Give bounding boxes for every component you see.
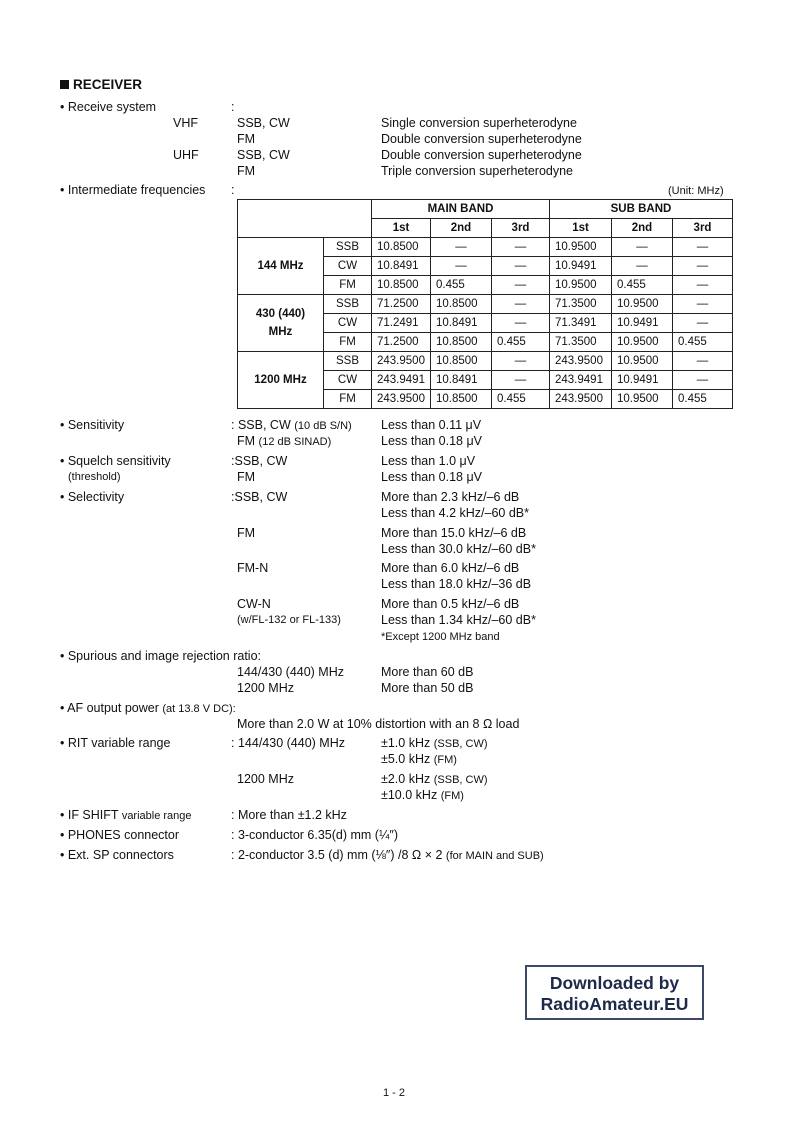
squelch-sublabel: (threshold) (68, 471, 121, 483)
value-cell: 0.455 (612, 276, 673, 295)
value-cell: 0.455 (431, 276, 492, 295)
spurious-value: More than 60 dB (381, 665, 474, 679)
main-band-header: MAIN BAND (372, 200, 550, 219)
section-title-text: RECEIVER (73, 77, 143, 92)
mode-cell: FM (324, 276, 372, 295)
squelch-colon: : (231, 454, 235, 468)
value-cell: 243.9491 (372, 371, 431, 390)
receive-system-label: • Receive system (60, 100, 157, 114)
spurious-band: 144/430 (440) MHz (237, 665, 345, 679)
rit-band: 144/430 (440) MHz (237, 736, 345, 750)
col-header: 3rd (492, 219, 550, 238)
value-cell: 10.8500 (431, 352, 492, 371)
selectivity-value: More than 2.3 kHz/–6 dB (381, 490, 520, 504)
mode-cell: CW (324, 257, 372, 276)
selectivity-note: (w/FL-132 or FL-133) (237, 614, 341, 626)
ext-sp-label: • Ext. SP connectors (60, 848, 174, 862)
value-cell: — (431, 257, 492, 276)
receive-desc: Triple conversion superheterodyne (381, 164, 574, 178)
sensitivity-value: Less than 0.11 μV (381, 418, 482, 432)
value-cell: — (492, 276, 550, 295)
rit-value: ±2.0 kHz (381, 772, 431, 786)
if-colon: : (231, 183, 235, 197)
page-number: 1 - 2 (383, 1087, 406, 1099)
value-cell: — (673, 371, 733, 390)
selectivity-value: Less than 18.0 kHz/–36 dB (381, 577, 532, 591)
receive-desc: Double conversion superheterodyne (381, 148, 582, 162)
ext-sp-note: (for MAIN and SUB) (445, 850, 544, 862)
value-cell: 10.8500 (372, 238, 431, 257)
squelch-value: Less than 0.18 μV (381, 470, 483, 484)
af-output-label-line (60, 701, 236, 717)
value-cell: — (673, 295, 733, 314)
selectivity-mode: FM (237, 526, 256, 540)
value-cell: 10.9500 (612, 390, 673, 409)
sensitivity-value: Less than 0.18 μV (381, 434, 483, 448)
mode-cell: CW (324, 314, 372, 333)
af-output-note: (at 13.8 V DC): (162, 703, 236, 715)
phones-value: : 3-conductor 6.35(d) mm (¼″) (231, 828, 398, 842)
value-cell: 10.8500 (431, 295, 492, 314)
receive-band: UHF (173, 148, 199, 162)
badge-line1: Downloaded by (549, 973, 680, 993)
if-table-corner (238, 200, 372, 238)
value-cell: — (673, 314, 733, 333)
selectivity-label: • Selectivity (60, 490, 125, 504)
rit-value: ±10.0 kHz (381, 788, 438, 802)
band-cell: 1200 MHz (238, 352, 324, 409)
value-cell: 71.2491 (372, 314, 431, 333)
spurious-band: 1200 MHz (237, 681, 294, 695)
band-cell: 430 (440) MHz (238, 295, 324, 352)
selectivity-mode: CW-N (237, 597, 271, 611)
col-header: 2nd (431, 219, 492, 238)
mode-cell: SSB (324, 238, 372, 257)
value-cell: — (492, 257, 550, 276)
squelch-mode: SSB, CW (234, 454, 288, 468)
section-title (60, 77, 142, 92)
if-unit: (Unit: MHz) (668, 185, 724, 197)
mode-cell: FM (324, 333, 372, 352)
selectivity-value: More than 0.5 kHz/–6 dB (381, 597, 520, 611)
col-header: 1st (550, 219, 612, 238)
rit-value-note: (FM) (433, 754, 457, 766)
squelch-mode: FM (237, 470, 256, 484)
value-cell: 10.9491 (612, 371, 673, 390)
value-cell: 71.3491 (550, 314, 612, 333)
value-cell: 10.9500 (612, 295, 673, 314)
sub-band-header: SUB BAND (550, 200, 733, 219)
col-header: 2nd (612, 219, 673, 238)
value-cell: — (673, 257, 733, 276)
value-cell: 10.9500 (550, 238, 612, 257)
value-cell: 10.8491 (431, 371, 492, 390)
table-row (238, 352, 733, 371)
value-cell: — (431, 238, 492, 257)
rit-value-note: (FM) (440, 790, 464, 802)
ext-sp-value: : 2-conductor 3.5 (d) mm (⅛″) /8 Ω × 2 (231, 848, 443, 862)
value-cell: 10.8500 (372, 276, 431, 295)
receive-desc: Double conversion superheterodyne (381, 132, 582, 146)
selectivity-value: More than 6.0 kHz/–6 dB (381, 561, 520, 575)
squelch-line1 (231, 454, 287, 469)
if-shift-label: • IF SHIFT (60, 808, 119, 822)
rit-value-line (381, 736, 488, 752)
if-shift-value: : More than ±1.2 kHz (231, 808, 347, 822)
rit-value-note: (SSB, CW) (433, 738, 488, 750)
receive-mode: SSB, CW (237, 116, 290, 130)
squelch-label: • Squelch sensitivity (60, 454, 171, 468)
download-badge (525, 965, 704, 1020)
sensitivity-colon: : (231, 418, 235, 432)
value-cell: — (492, 352, 550, 371)
value-cell: — (612, 238, 673, 257)
spurious-label: • Spurious and image rejection ratio: (60, 649, 262, 663)
selectivity-value: Less than 4.2 kHz/–60 dB* (381, 506, 530, 520)
selectivity-ssb-line (231, 490, 287, 505)
if-table (237, 199, 733, 409)
value-cell: — (673, 276, 733, 295)
value-cell: 10.8500 (431, 333, 492, 352)
phones-label: • PHONES connector (60, 828, 180, 842)
selectivity-value: Less than 30.0 kHz/–60 dB* (381, 542, 536, 556)
receive-mode: FM (237, 132, 256, 146)
mode-cell: SSB (324, 352, 372, 371)
value-cell: 243.9500 (550, 352, 612, 371)
value-cell: — (673, 352, 733, 371)
badge-line2: RadioAmateur.EU (540, 994, 689, 1014)
receive-mode: SSB, CW (237, 148, 290, 162)
value-cell: — (673, 238, 733, 257)
selectivity-mode: SSB, CW (234, 490, 288, 504)
receive-mode: FM (237, 164, 256, 178)
value-cell: — (492, 314, 550, 333)
value-cell: 10.8491 (431, 314, 492, 333)
sensitivity-mode: FM (237, 434, 256, 448)
value-cell: 243.9500 (372, 390, 431, 409)
mode-cell: FM (324, 390, 372, 409)
value-cell: 10.9500 (612, 333, 673, 352)
value-cell: 71.2500 (372, 333, 431, 352)
value-cell: 71.2500 (372, 295, 431, 314)
value-cell: 243.9491 (550, 371, 612, 390)
value-cell: 0.455 (492, 333, 550, 352)
value-cell: 0.455 (673, 333, 733, 352)
value-cell: 243.9500 (372, 352, 431, 371)
value-cell: — (492, 371, 550, 390)
selectivity-value: Less than 1.34 kHz/–60 dB* (381, 613, 536, 627)
value-cell: — (492, 295, 550, 314)
selectivity-mode: FM-N (237, 561, 269, 575)
sensitivity-mode: SSB, CW (237, 418, 291, 432)
receive-desc: Single conversion superheterodyne (381, 116, 577, 130)
receive-band: VHF (173, 116, 198, 130)
selectivity-footnote: *Except 1200 MHz band (381, 631, 500, 643)
table-row (238, 295, 733, 314)
sensitivity-line2 (237, 434, 331, 450)
value-cell: 10.9500 (612, 352, 673, 371)
rit-value-line (381, 752, 457, 768)
if-label: • Intermediate frequencies (60, 183, 206, 197)
mode-cell: CW (324, 371, 372, 390)
rit-label: • RIT variable range (60, 736, 171, 750)
value-cell: 10.8491 (372, 257, 431, 276)
value-cell: 71.3500 (550, 295, 612, 314)
selectivity-value: More than 15.0 kHz/–6 dB (381, 526, 527, 540)
value-cell: 0.455 (673, 390, 733, 409)
sensitivity-note: (10 dB S/N) (294, 420, 352, 432)
rit-value: ±5.0 kHz (381, 752, 431, 766)
if-table-header-row (238, 200, 733, 219)
rit-value-line (381, 788, 464, 804)
value-cell: — (612, 257, 673, 276)
rit-band: 1200 MHz (237, 772, 294, 786)
receive-system-colon: : (231, 100, 235, 114)
band-cell: 144 MHz (238, 238, 324, 295)
spurious-value: More than 50 dB (381, 681, 474, 695)
sensitivity-line1 (231, 418, 352, 434)
selectivity-colon: : (231, 490, 235, 504)
rit-value-line (381, 772, 488, 788)
if-shift-label-line (60, 808, 192, 824)
if-shift-label-small: variable range (121, 810, 192, 822)
sensitivity-label: • Sensitivity (60, 418, 125, 432)
value-cell: — (492, 238, 550, 257)
value-cell: 71.3500 (550, 333, 612, 352)
sensitivity-note: (12 dB SINAD) (258, 436, 332, 448)
value-cell: 10.8500 (431, 390, 492, 409)
rit-value-note: (SSB, CW) (433, 774, 488, 786)
af-output-value: More than 2.0 W at 10% distortion with an 8 Ω load (237, 717, 520, 731)
squelch-value: Less than 1.0 μV (381, 454, 476, 468)
rit-value: ±1.0 kHz (381, 736, 431, 750)
table-row (238, 238, 733, 257)
value-cell: 10.9500 (550, 276, 612, 295)
ext-sp-value-line (231, 848, 544, 864)
af-output-label: • AF output power (60, 701, 159, 715)
square-bullet-icon (60, 80, 69, 89)
value-cell: 10.9491 (550, 257, 612, 276)
value-cell: 0.455 (492, 390, 550, 409)
rit-colon: : (231, 736, 235, 750)
rit-band-line (231, 736, 345, 751)
mode-cell: SSB (324, 295, 372, 314)
value-cell: 243.9500 (550, 390, 612, 409)
value-cell: 10.9491 (612, 314, 673, 333)
col-header: 1st (372, 219, 431, 238)
col-header: 3rd (673, 219, 733, 238)
